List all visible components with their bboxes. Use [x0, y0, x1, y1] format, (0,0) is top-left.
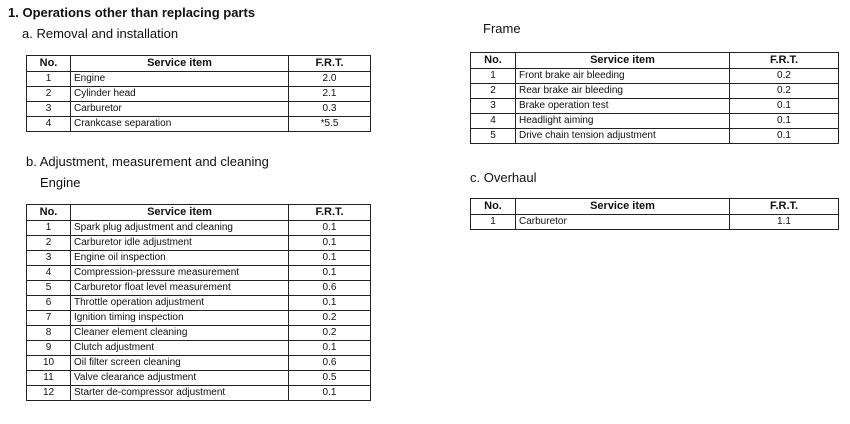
frt-value-cell: 0.1: [730, 129, 839, 144]
service-item-cell: Rear brake air bleeding: [516, 84, 730, 99]
section-title: 1. Operations other than replacing parts: [8, 5, 256, 20]
table-header-row: [471, 53, 839, 69]
frt-value-cell: 0.1: [289, 251, 371, 266]
frt-value-cell: 2.1: [289, 87, 371, 102]
header-service-item: Service item: [71, 56, 289, 72]
frt-value-cell: 0.1: [289, 236, 371, 251]
row-number: 1: [27, 72, 71, 87]
overhaul-title: c. Overhaul: [470, 170, 537, 185]
row-number: 1: [471, 215, 516, 230]
frt-value-cell: 2.0: [289, 72, 371, 87]
row-number: 10: [27, 356, 71, 371]
service-item-cell: Drive chain tension adjustment: [516, 129, 730, 144]
row-number: 2: [27, 87, 71, 102]
adjustment-title: b. Adjustment, measurement and cleaning: [26, 154, 269, 169]
frt-value-cell: 0.1: [289, 386, 371, 401]
frt-value-cell: 0.5: [289, 371, 371, 386]
header-service-item: Service item: [516, 199, 730, 215]
row-number: 5: [471, 129, 516, 144]
table-row: [471, 84, 839, 99]
service-item-cell: Oil filter screen cleaning: [71, 356, 289, 371]
frt-value-cell: 0.2: [289, 311, 371, 326]
service-item-cell: Cleaner element cleaning: [71, 326, 289, 341]
table-row: [471, 215, 839, 230]
row-number: 4: [27, 117, 71, 132]
table-row: [27, 371, 371, 386]
service-item-cell: Carburetor: [71, 102, 289, 117]
header-frt: F.R.T.: [730, 53, 839, 69]
row-number: 2: [27, 236, 71, 251]
table-header-row: [27, 205, 371, 221]
table-row: [27, 117, 371, 132]
row-number: 4: [27, 266, 71, 281]
table-row: [27, 102, 371, 117]
table-row: [27, 296, 371, 311]
service-item-cell: Spark plug adjustment and cleaning: [71, 221, 289, 236]
table-row: [27, 341, 371, 356]
service-item-cell: Headlight aiming: [516, 114, 730, 129]
service-item-cell: Clutch adjustment: [71, 341, 289, 356]
service-item-cell: Engine oil inspection: [71, 251, 289, 266]
table-row: [27, 326, 371, 341]
table-row: [27, 87, 371, 102]
service-item-cell: Brake operation test: [516, 99, 730, 114]
frt-value-cell: 0.6: [289, 281, 371, 296]
row-number: 4: [471, 114, 516, 129]
frt-value-cell: 1.1: [730, 215, 839, 230]
frt-value-cell: 0.2: [289, 326, 371, 341]
header-no: No.: [471, 199, 516, 215]
service-item-cell: Carburetor idle adjustment: [71, 236, 289, 251]
frt-value-cell: 0.6: [289, 356, 371, 371]
header-no: No.: [471, 53, 516, 69]
row-number: 1: [471, 69, 516, 84]
table-header-row: [27, 56, 371, 72]
service-item-cell: Throttle operation adjustment: [71, 296, 289, 311]
table-row: [27, 236, 371, 251]
row-number: 3: [27, 102, 71, 117]
frt-value-cell: 0.2: [730, 69, 839, 84]
removal-table: [26, 55, 371, 132]
frame-subtitle: Frame: [483, 21, 521, 36]
service-item-cell: Cylinder head: [71, 87, 289, 102]
frt-value-cell: 0.1: [289, 296, 371, 311]
row-number: 3: [471, 99, 516, 114]
table-row: [27, 281, 371, 296]
frt-value-cell: 0.1: [289, 341, 371, 356]
frt-value-cell: 0.3: [289, 102, 371, 117]
table-row: [471, 69, 839, 84]
table-row: [471, 129, 839, 144]
row-number: 11: [27, 371, 71, 386]
engine-table: [26, 204, 371, 401]
table-row: [471, 114, 839, 129]
table-row: [27, 221, 371, 236]
header-service-item: Service item: [516, 53, 730, 69]
frt-value-cell: 0.1: [289, 266, 371, 281]
table-row: [27, 72, 371, 87]
header-no: No.: [27, 205, 71, 221]
frame-table: [470, 52, 839, 144]
row-number: 9: [27, 341, 71, 356]
row-number: 3: [27, 251, 71, 266]
service-item-cell: Engine: [71, 72, 289, 87]
header-no: No.: [27, 56, 71, 72]
service-item-cell: Compression-pressure measurement: [71, 266, 289, 281]
table-row: [27, 311, 371, 326]
row-number: 1: [27, 221, 71, 236]
frt-value-cell: 0.1: [730, 114, 839, 129]
row-number: 6: [27, 296, 71, 311]
service-item-cell: Front brake air bleeding: [516, 69, 730, 84]
table-row: [27, 251, 371, 266]
service-item-cell: Carburetor: [516, 215, 730, 230]
overhaul-table: [470, 198, 839, 230]
service-item-cell: Crankcase separation: [71, 117, 289, 132]
header-service-item: Service item: [71, 205, 289, 221]
table-row: [27, 266, 371, 281]
frt-value-cell: 0.2: [730, 84, 839, 99]
header-frt: F.R.T.: [289, 56, 371, 72]
frt-value-cell: 0.1: [730, 99, 839, 114]
table-row: [471, 99, 839, 114]
engine-subtitle: Engine: [40, 175, 81, 190]
table-row: [27, 386, 371, 401]
row-number: 7: [27, 311, 71, 326]
service-item-cell: Carburetor float level measurement: [71, 281, 289, 296]
table-row: [27, 356, 371, 371]
header-frt: F.R.T.: [289, 205, 371, 221]
row-number: 5: [27, 281, 71, 296]
row-number: 12: [27, 386, 71, 401]
frt-value-cell: 0.1: [289, 221, 371, 236]
service-item-cell: Valve clearance adjustment: [71, 371, 289, 386]
frt-value-cell: *5.5: [289, 117, 371, 132]
removal-title: a. Removal and installation: [22, 26, 179, 41]
service-item-cell: Starter de-compressor adjustment: [71, 386, 289, 401]
row-number: 8: [27, 326, 71, 341]
service-item-cell: Ignition timing inspection: [71, 311, 289, 326]
row-number: 2: [471, 84, 516, 99]
table-header-row: [471, 199, 839, 215]
header-frt: F.R.T.: [730, 199, 839, 215]
